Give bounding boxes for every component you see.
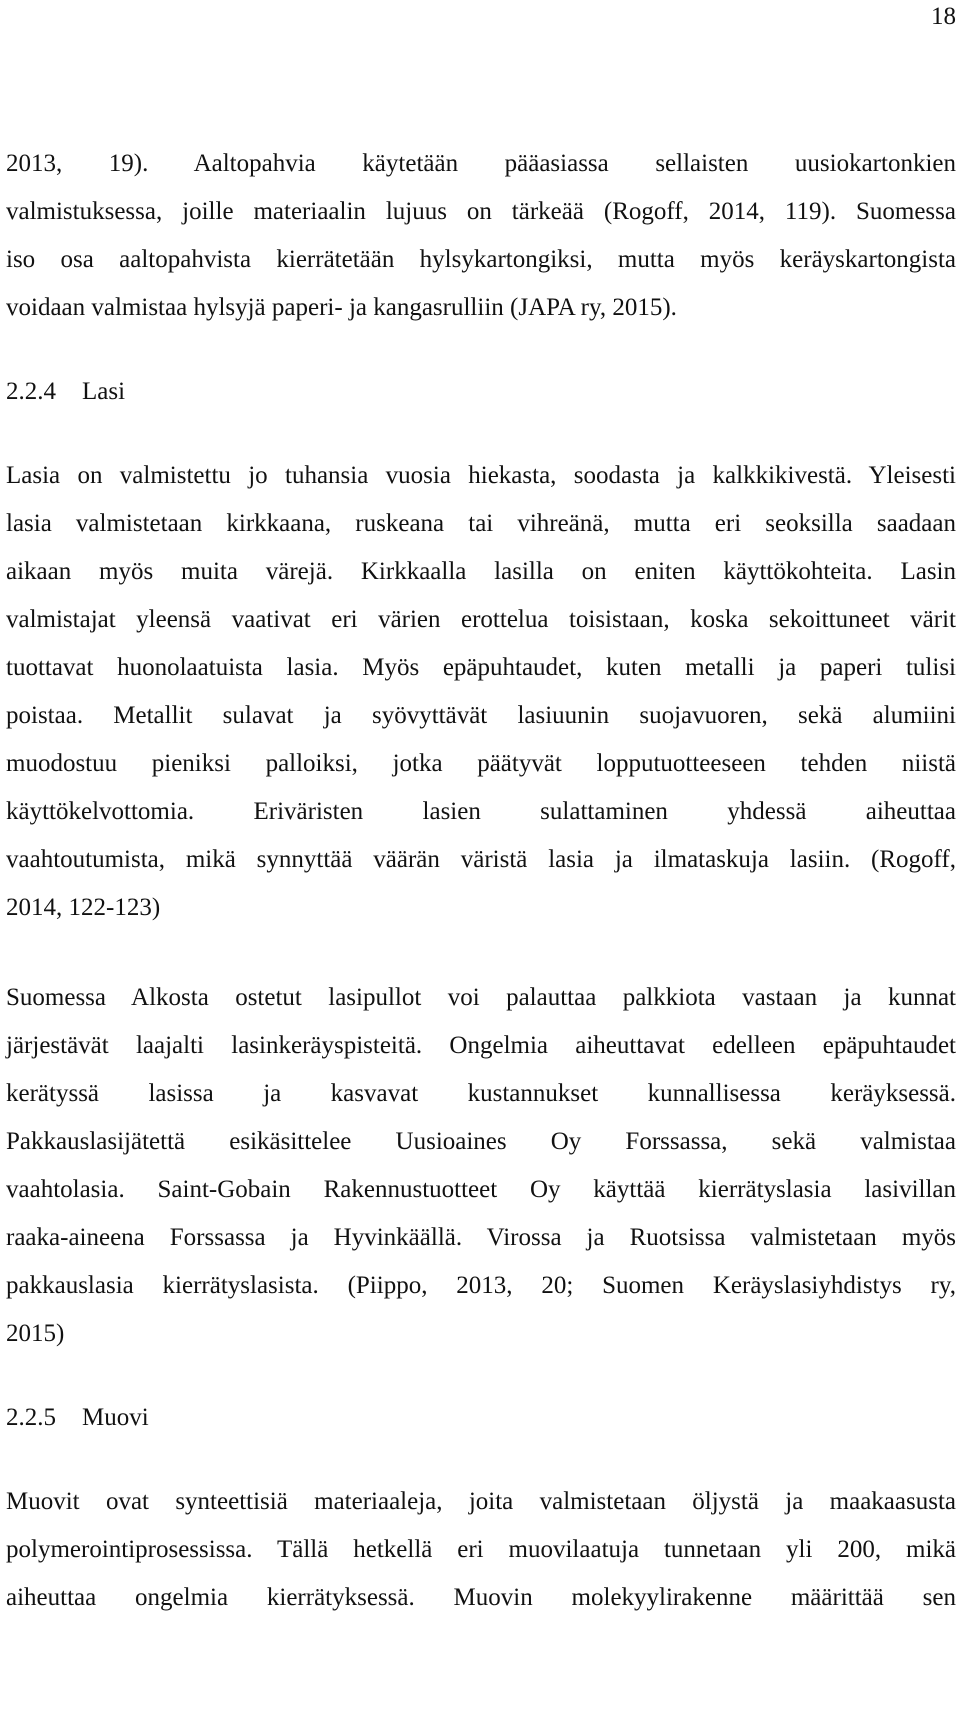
text-line: Pakkauslasijätettä esikäsittelee Uusioaines Oy Forssassa, sekä valmistaa — [6, 1128, 956, 1155]
text-line: aikaan myös muita värejä. Kirkkaalla lasilla on eniten käyttökohteita. Lasin — [6, 558, 956, 585]
text-line: muodostuu pieniksi palloiksi, jotka päätyvät lopputuotteeseen tehden niistä — [6, 750, 956, 777]
text-line: vaahtolasia. Saint-Gobain Rakennustuotteet Oy käyttää kierrätyslasia lasivillan — [6, 1176, 956, 1203]
text-line: käyttökelvottomia. Eriväristen lasien sulattaminen yhdessä aiheuttaa — [6, 798, 956, 825]
section-number: 2.2.4 — [6, 378, 56, 405]
section-title: Lasi — [82, 378, 126, 405]
text-line: Lasia on valmistettu jo tuhansia vuosia hiekasta, soodasta ja kalkkikivestä. Yleisesti — [6, 462, 956, 489]
text-line: järjestävät laajalti lasinkeräyspisteitä. Ongelmia aiheuttavat edelleen epäpuhtaudet — [6, 1032, 956, 1059]
text-line: raaka-aineena Forssassa ja Hyvinkäällä. Virossa ja Ruotsissa valmistetaan myös — [6, 1224, 956, 1251]
text-line: Suomessa Alkosta ostetut lasipullot voi palauttaa palkkiota vastaan ja kunnat — [6, 984, 956, 1011]
text-line: Muovit ovat synteettisiä materiaaleja, joita valmistetaan öljystä ja maakaasusta — [6, 1488, 956, 1515]
text-line: valmistuksessa, joille materiaalin lujuus on tärkeää (Rogoff, 2014, 119). Suomessa — [6, 198, 956, 225]
paragraph-muovi — [6, 1478, 956, 1622]
text-line: aiheuttaa ongelmia kierrätyksessä. Muovin molekyylirakenne määrittää sen — [6, 1584, 956, 1611]
section-title: Muovi — [82, 1404, 149, 1431]
text-line: poistaa. Metallit sulavat ja syövyttävät lasiuunin suojavuoren, sekä alumiini — [6, 702, 956, 729]
text-line: kerätyssä lasissa ja kasvavat kustannukset kunnallisessa keräyksessä. — [6, 1080, 956, 1107]
text-line: iso osa aaltopahvista kierrätetään hylsykartongiksi, mutta myös keräyskartongista — [6, 246, 956, 273]
text-line: lasia valmistetaan kirkkaana, ruskeana tai vihreänä, mutta eri seoksilla saadaan — [6, 510, 956, 537]
text-line: 2013, 19). Aaltopahvia käytetään pääasiassa sellaisten uusiokartonkien — [6, 150, 956, 177]
document-body — [6, 140, 956, 1622]
text-line: tuottavat huonolaatuista lasia. Myös epäpuhtaudet, kuten metalli ja paperi tulisi — [6, 654, 956, 681]
paragraph-lasi-1 — [6, 452, 956, 932]
text-line: valmistajat yleensä vaativat eri värien erottelua toisistaan, koska sekoittuneet värit — [6, 606, 956, 633]
text-line: 2014, 122-123) — [6, 894, 161, 921]
section-number: 2.2.5 — [6, 1404, 56, 1431]
text-line: polymerointiprosessissa. Tällä hetkellä eri muovilaatuja tunnetaan yli 200, mikä — [6, 1536, 956, 1563]
paragraph-intro — [6, 140, 956, 332]
text-line: voidaan valmistaa hylsyjä paperi- ja kangasrulliin (JAPA ry, 2015). — [6, 294, 677, 321]
text-line: vaahtoutumista, mikä synnyttää väärän väristä lasia ja ilmataskuja lasiin. (Rogoff, — [6, 846, 956, 873]
page-number: 18 — [931, 3, 956, 30]
paragraph-lasi-2 — [6, 974, 956, 1358]
text-line: 2015) — [6, 1320, 65, 1347]
section-heading-muovi — [6, 1394, 956, 1442]
section-heading-lasi — [6, 368, 956, 416]
text-line: pakkauslasia kierrätyslasista. (Piippo, 2013, 20; Suomen Keräyslasiyhdistys ry, — [6, 1272, 956, 1299]
